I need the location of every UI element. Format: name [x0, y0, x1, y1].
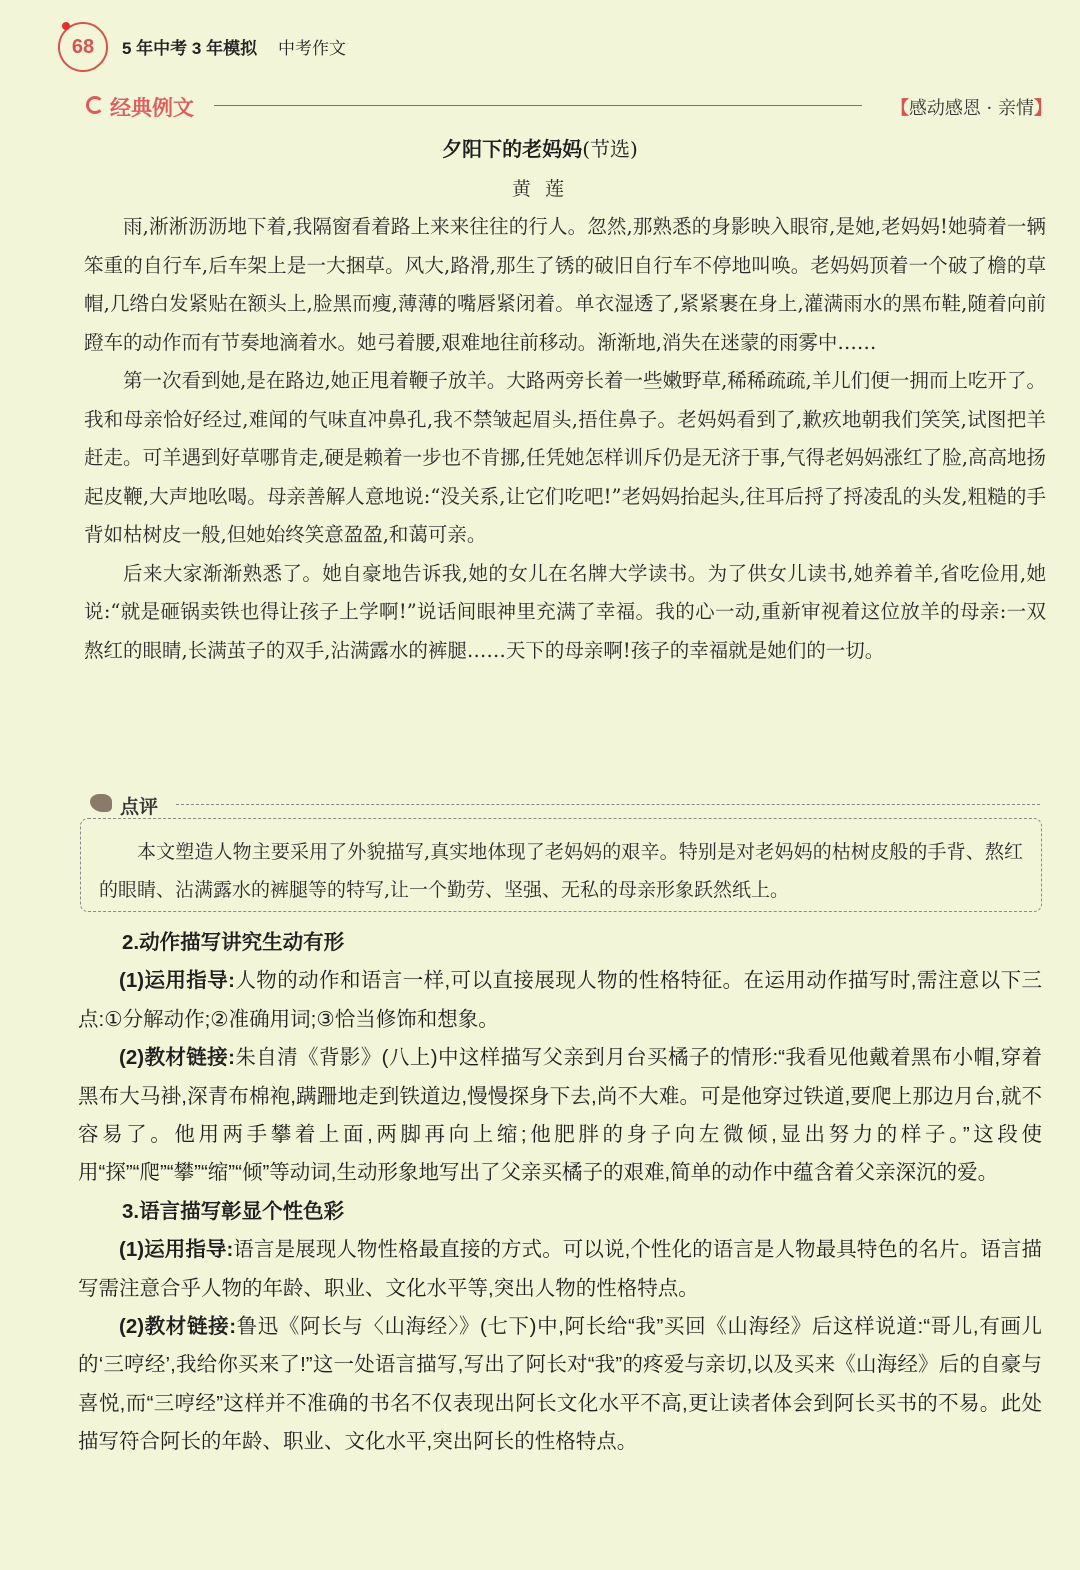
page-header [58, 22, 1018, 72]
essay-paragraph: 雨,淅淅沥沥地下着,我隔窗看着路上来来往往的行人。忽然,那熟悉的身影映入眼帘,是她,老妈妈!她骑着一辆笨重的自行车,后车架上是一大捆草。风大,路滑,那生了锈的破旧自行车不停地叫唤。老妈妈顶着一个破了檐的草帽,几绺白发紧贴在额头上,脸黑而瘦,薄薄的嘴唇紧闭着。单衣湿透了,紧紧裹在身上,灌满雨水的黑布鞋,随着向前蹬车的动作而有节奏地滴着水。她弓着腰,艰难地往前移动。渐渐地,消失在迷蒙的雨雾中…… [84, 215, 1046, 354]
writing-guide [78, 924, 1042, 1462]
book-subject: 中考作文 [278, 39, 346, 58]
guide-paragraph: (2)教材链接:鲁迅《阿长与〈山海经〉》(七下)中,阿长给“我”买回《山海经》后这样说道:“哥儿,有画儿的‘三哼经’,我给你买来了!”这一处语言描写,写出了阿长对“我”的疼爱与亲切,以及买来《山海经》后的自豪与喜悦,而“三哼经”这样并不准确的书名不仅表现出阿长文化水平不高,更让读者体会到阿长买书的不易。此处描写符合阿长的年龄、职业、文化水平,突出阿长的性格特点。 [78, 1315, 1042, 1454]
comment-box [80, 818, 1042, 912]
section-tag: 【感动感恩 · 亲情】 [890, 98, 1052, 119]
section-swirl-icon [86, 96, 104, 114]
page-number: 68 [58, 22, 108, 72]
comment-divider [176, 804, 1040, 805]
guide-heading-action: 2.动作描写讲究生动有形 [122, 931, 345, 954]
section-title: 经典例文 [110, 97, 194, 120]
section-divider [214, 105, 862, 106]
comment-text: 本文塑造人物主要采用了外貌描写,真实地体现了老妈妈的艰辛。特别是对老妈妈的枯树皮般的手背、熬红的眼睛、沾满露水的裤腿等的特写,让一个勤劳、坚强、无私的母亲形象跃然纸上。 [99, 841, 1023, 901]
section-tag-text: 感动感恩 · 亲情 [908, 98, 1034, 119]
comment-header [90, 792, 1040, 816]
guide-paragraph: (1)运用指导:人物的动作和语言一样,可以直接展现人物的性格特征。在运用动作描写时,需注意以下三点:①分解动作;②准确用词;③恰当修饰和想象。 [78, 969, 1042, 1031]
guide-heading-language: 3.语言描写彰显个性色彩 [122, 1199, 345, 1223]
essay-paragraph: 后来大家渐渐熟悉了。她自豪地告诉我,她的女儿在名牌大学读书。为了供女儿读书,她养着羊,省吃俭用,她说:“就是砸锅卖铁也得让孩子上学啊!”说话间眼神里充满了幸福。我的心一动,重新审视着这位放羊的母亲:一双熬红的眼睛,长满茧子的双手,沾满露水的裤腿……天下的母亲啊!孩子的幸福就是她们的一切。 [84, 561, 1046, 662]
essay-title-note: (节选) [582, 137, 638, 161]
section-bar [86, 92, 1052, 124]
guide-paragraph: (2)教材链接:朱自清《背影》(八上)中这样描写父亲到月台买橘子的情形:“我看见他戴着黑布小帽,穿着黑布大马褂,深青布棉袍,蹒跚地走到铁道边,慢慢探身下去,尚不大难。可是他穿过铁道,要爬上那边月台,就不容易了。他用两手攀着上面,两脚再向上缩;他肥胖的身子向左微倾,显出努力的样子。”这段使用“探”“爬”“攀”“缩”“倾”等动词,生动形象地写出了父亲买橘子的艰难,简单的动作中蕴含着父亲深沉的爱。 [78, 1046, 1042, 1185]
essay-title: 夕阳下的老妈妈(节选) [442, 137, 638, 161]
essay-author: 黄 莲 [511, 178, 569, 200]
guide-paragraph: (1)运用指导:语言是展现人物性格最直接的方式。可以说,个性化的语言是人物最具特色的名片。语言描写需注意合乎人物的年龄、职业、文化水平等,突出人物的性格特点。 [78, 1238, 1042, 1300]
essay-body [84, 208, 1046, 670]
essay-paragraph: 第一次看到她,是在路边,她正甩着鞭子放羊。大路两旁长着一些嫩野草,稀稀疏疏,羊儿们便一拥而上吃开了。我和母亲恰好经过,难闻的气味直冲鼻孔,我不禁皱起眉头,捂住鼻子。老妈妈看到了,歉疚地朝我们笑笑,试图把羊赶走。可羊遇到好草哪肯走,硬是赖着一步也不肯挪,任凭她怎样训斥仍是无济于事,气得老妈妈涨红了脸,高高地扬起皮鞭,大声地吆喝。母亲善解人意地说:“没关系,让它们吃吧!”老妈妈抬起头,往耳后捋了捋凌乱的头发,粗糙的手背如枯树皮一般,但她始终笑意盈盈,和蔼可亲。 [84, 369, 1046, 546]
book-series-title: 5 年中考 3 年模拟 [122, 39, 258, 58]
comment-title: 点评 [120, 796, 159, 818]
comment-icon [90, 794, 112, 812]
